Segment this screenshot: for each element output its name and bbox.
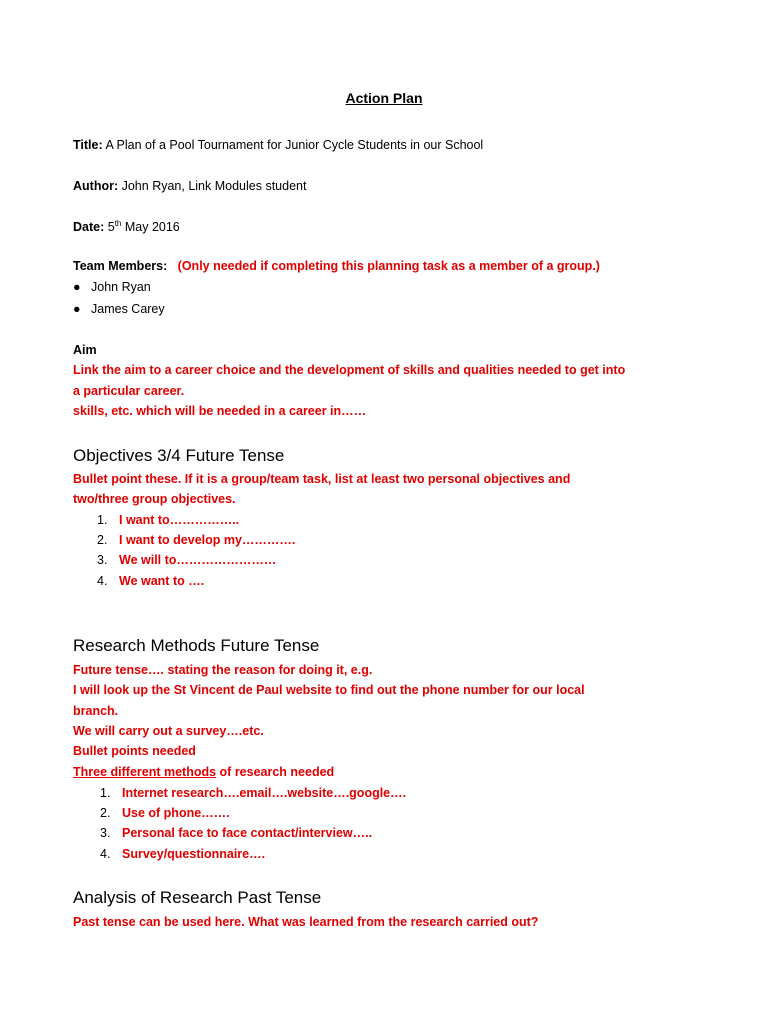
objectives-heading: Objectives 3/4 Future Tense (73, 446, 285, 465)
research-line: branch. (73, 704, 119, 718)
title-label: Title: (73, 138, 103, 152)
aim-line: skills, etc. which will be needed in a career in…… (73, 404, 367, 418)
date-day: 5 (107, 220, 115, 235)
research-line: Future tense…. stating the reason for doing it, e.g. (73, 663, 373, 677)
title-line (73, 138, 483, 152)
research-item: 2. Use of phone……. (100, 806, 230, 820)
research-methods-line (73, 765, 334, 779)
team-line (73, 259, 600, 273)
objective-item: 1. I want to…………….. (97, 513, 240, 527)
objective-item: 3. We will to…………………… (97, 553, 277, 567)
aim-line: a particular career. (73, 384, 185, 398)
date-label: Date: (73, 220, 105, 235)
author-label: Author: (73, 179, 119, 193)
date-suffix: th (114, 219, 122, 228)
research-methods-rest: of research needed (216, 765, 335, 779)
team-member: ● James Carey (73, 302, 165, 316)
analysis-line: Past tense can be used here. What was learned from the research carried out? (73, 915, 539, 929)
research-methods-underlined: Three different methods (73, 765, 217, 779)
team-label: Team Members: (73, 259, 168, 273)
analysis-heading: Analysis of Research Past Tense (73, 888, 322, 907)
author-line (73, 179, 306, 193)
objectives-line: Bullet point these. If it is a group/team task, list at least two personal objectives and (73, 472, 571, 486)
research-heading: Research Methods Future Tense (73, 636, 320, 655)
objective-item: 2. I want to develop my…………. (97, 533, 296, 547)
research-item: 3. Personal face to face contact/interview….. (100, 826, 373, 840)
aim-line: Link the aim to a career choice and the development of skills and qualities needed to get into (73, 363, 626, 377)
objectives-line: two/three group objectives. (73, 492, 236, 506)
research-item: 4. Survey/questionnaire…. (100, 847, 266, 861)
research-item: 1. Internet research….email….website….google…. (100, 786, 407, 800)
research-line: We will carry out a survey….etc. (73, 724, 264, 738)
date-rest: May 2016 (124, 220, 180, 235)
research-line: I will look up the St Vincent de Paul website to find out the phone number for our local (73, 683, 585, 697)
date-line (73, 219, 180, 234)
team-note: (Only needed if completing this planning task as a member of a group.) (177, 259, 600, 273)
document-title: Action Plan (345, 90, 423, 106)
research-line: Bullet points needed (73, 744, 196, 758)
objective-item: 4. We want to …. (97, 574, 205, 588)
title-value: A Plan of a Pool Tournament for Junior Cycle Students in our School (105, 138, 484, 152)
team-member: ● John Ryan (73, 280, 151, 294)
author-value: John Ryan, Link Modules student (121, 179, 307, 193)
aim-heading: Aim (73, 343, 97, 357)
